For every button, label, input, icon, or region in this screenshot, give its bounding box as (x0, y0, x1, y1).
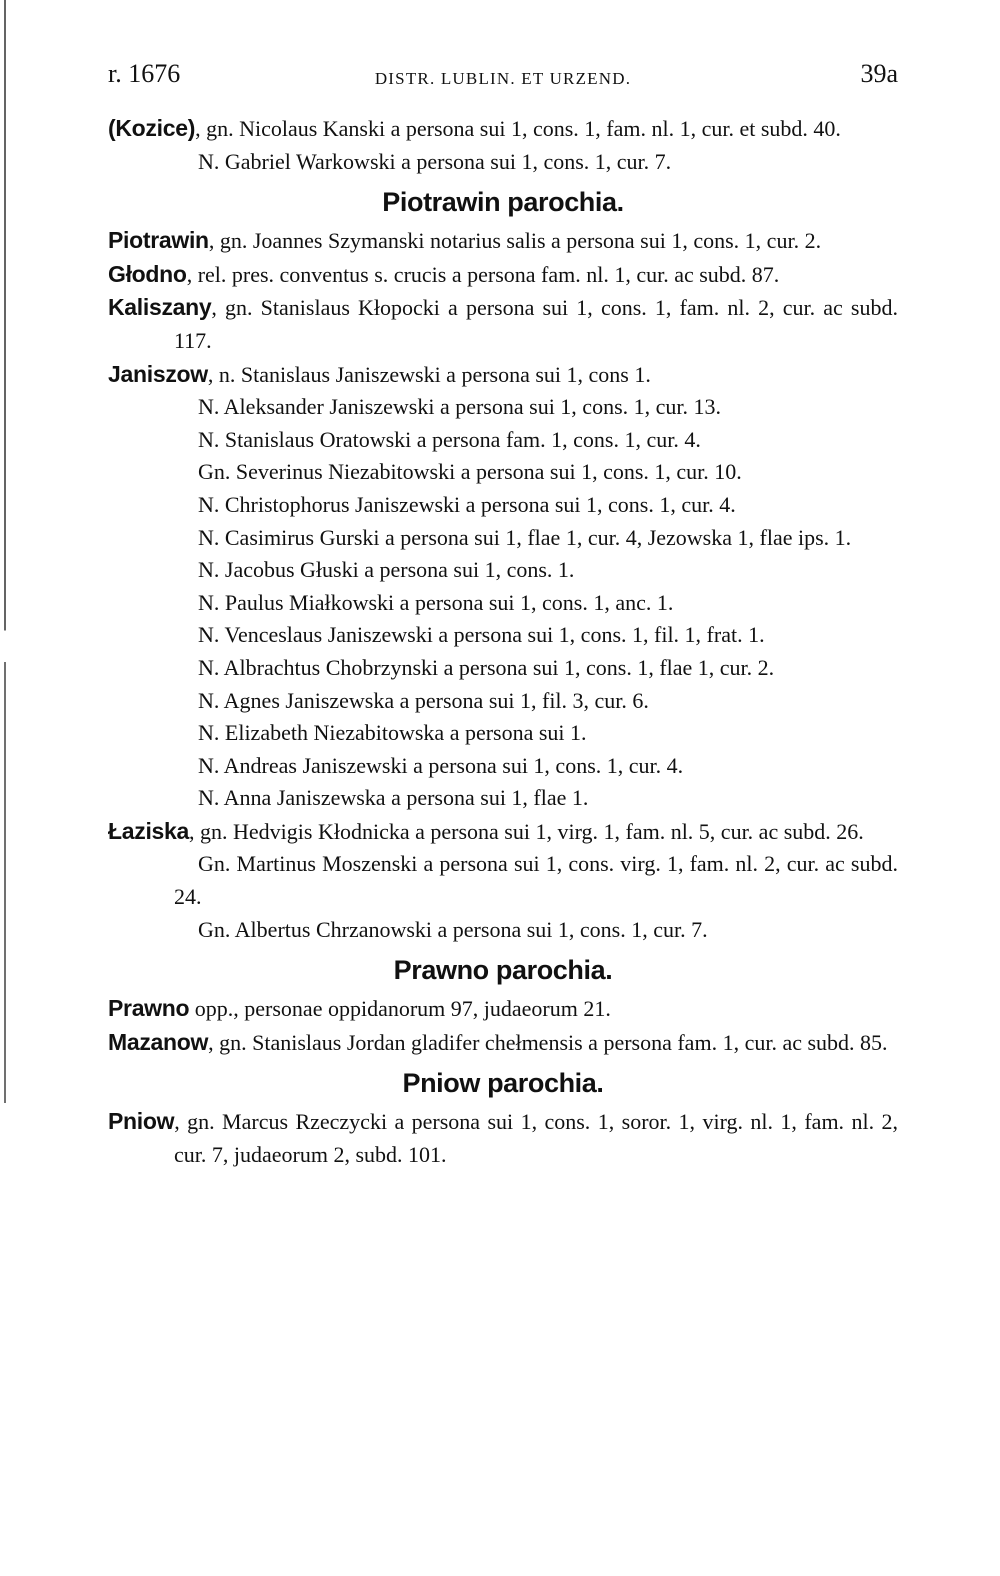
entry-text: N. Casimirus Gurski a persona sui 1, flae 1, cur. 4, Jezowska 1, flae ips. 1. (198, 524, 852, 550)
entry-text: , gn. Nicolaus Kanski a persona sui 1, cons. 1, fam. nl. 1, cur. et subd. 40. (195, 116, 841, 141)
household-entry (108, 619, 898, 652)
entry-text: , gn. Hedvigis Kłodnicka a persona sui 1, virg. 1, fam. nl. 5, cur. ac subd. 26. (189, 818, 864, 844)
place-name: Kaliszany (108, 294, 212, 321)
section-heading: Piotrawin parochia. (382, 187, 624, 218)
entry-text: N. Agnes Janiszewska a persona sui 1, fil. 3, cur. 6. (198, 687, 649, 713)
entry-text: Gn. Severinus Niezabitowski a persona sui 1, cons. 1, cur. 10. (198, 459, 742, 485)
section-heading: Pniow parochia. (402, 1068, 604, 1099)
entry-text: , gn. Stanislaus Jordan gladifer chełmensis a persona fam. 1, cur. ac subd. 85. (208, 1029, 888, 1055)
place-name: Piotrawin (108, 227, 209, 254)
household-entry (108, 391, 898, 424)
household-entry (108, 685, 898, 718)
place-entry (108, 1026, 898, 1060)
header-title: DISTR. LUBLIN. ET URZEND. (374, 69, 632, 88)
page-number: 39a (860, 59, 898, 88)
household-entry (108, 782, 898, 815)
entry-text: Gn. Albertus Chrzanowski a persona sui 1, cons. 1, cur. 7. (198, 916, 708, 942)
place-name: Janiszow (108, 360, 208, 387)
household-entry (108, 489, 898, 522)
entry-text: , gn. Stanislaus Kłopocki a persona sui 1, cons. 1, fam. nl. 2, cur. ac subd. 117. (174, 295, 898, 353)
household-entry (108, 652, 898, 685)
place-entry (108, 992, 898, 1026)
entry-text: N. Albrachtus Chobrzynski a persona sui 1, cons. 1, flae 1, cur. 2. (198, 654, 775, 680)
entry-text: N. Christophorus Janiszewski a persona sui 1, cons. 1, cur. 4. (198, 491, 736, 517)
place-name: Pniow (108, 1108, 175, 1135)
header-year: r. 1676 (108, 59, 181, 88)
entry-text: N. Jacobus Głuski a persona sui 1, cons. 1. (198, 557, 575, 583)
place-entry (108, 358, 898, 392)
household-entry (108, 554, 898, 587)
page-body (108, 112, 898, 1172)
place-entry (108, 224, 898, 258)
entry-text: N. Andreas Janiszewski a persona sui 1, cons. 1, cur. 4. (198, 752, 684, 778)
running-header (108, 58, 898, 94)
household-entry (108, 848, 898, 913)
entry-text: N. Gabriel Warkowski a persona sui 1, cons. 1, cur. 7. (198, 148, 672, 174)
household-entry (108, 914, 898, 947)
entry-text: N. Aleksander Janiszewski a persona sui 1, cons. 1, cur. 13. (198, 394, 722, 420)
place-name: Prawno (108, 995, 190, 1022)
place-name: Głodno (108, 260, 187, 287)
household-entry (108, 456, 898, 489)
entry-text: Gn. Martinus Moszenski a persona sui 1, cons. virg. 1, fam. nl. 2, cur. ac subd. 24. (174, 851, 898, 910)
entry-text: N. Paulus Miałkowski a persona sui 1, cons. 1, anc. 1. (198, 589, 674, 615)
place-entry (108, 112, 898, 146)
household-entry (108, 522, 898, 555)
place-name: Mazanow (108, 1028, 209, 1055)
place-entry (108, 1105, 898, 1171)
entry-text: , gn. Joannes Szymanski notarius salis a persona sui 1, cons. 1, cur. 2. (208, 228, 822, 254)
page-edge-rule (4, 0, 6, 1576)
place-entry (108, 258, 898, 292)
household-entry (108, 146, 898, 179)
entry-text: N. Anna Janiszewska a persona sui 1, flae 1. (198, 785, 589, 811)
place-name: Łaziska (108, 817, 190, 844)
entry-text: N. Stanislaus Oratowski a persona fam. 1, cons. 1, cur. 4. (198, 426, 701, 452)
entry-text: opp., personae oppidanorum 97, judaeorum 21. (189, 996, 611, 1022)
household-entry (108, 424, 898, 457)
section-heading: Prawno parochia. (393, 955, 613, 986)
entry-text: , gn. Marcus Rzeczycki a persona sui 1, cons. 1, soror. 1, virg. nl. 1, fam. nl. 2, cur. 7, judaeorum 2, subd. 101. (174, 1109, 898, 1168)
place-name: (Kozice) (108, 115, 196, 141)
place-entry (108, 815, 898, 849)
entry-text: , n. Stanislaus Janiszewski a persona sui 1, cons 1. (207, 361, 651, 387)
household-entry (108, 750, 898, 783)
entry-text: N. Elizabeth Niezabitowska a persona sui 1. (198, 720, 587, 746)
household-entry (108, 587, 898, 620)
entry-text: , rel. pres. conventus s. crucis a persona fam. nl. 1, cur. ac subd. 87. (186, 261, 780, 287)
entry-text: N. Venceslaus Janiszewski a persona sui 1, cons. 1, fil. 1, frat. 1. (198, 622, 765, 648)
place-entry (108, 291, 898, 357)
household-entry (108, 717, 898, 750)
